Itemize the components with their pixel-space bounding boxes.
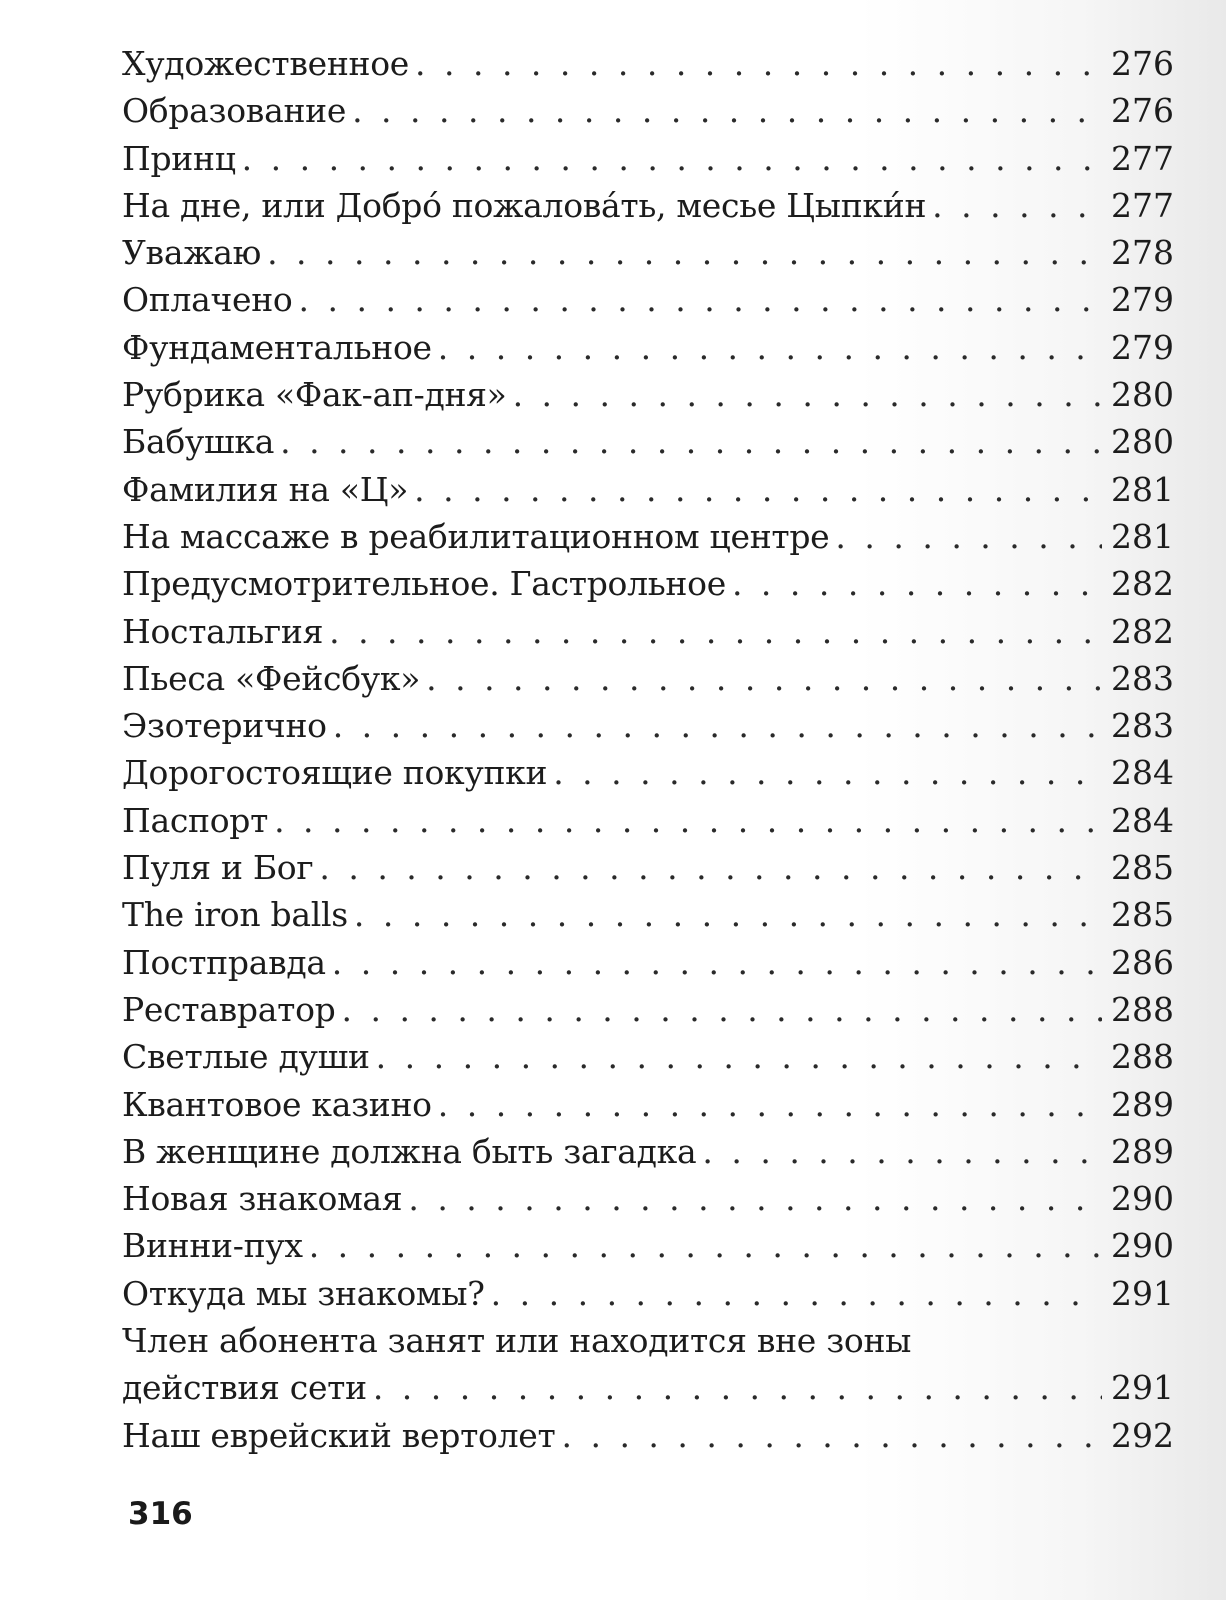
toc-entry-title: Ностальгия — [122, 611, 324, 651]
toc-entry-title: Пьеса «Фейсбук» — [122, 658, 421, 698]
toc-leader-dots — [426, 655, 1102, 702]
toc-leader-dots — [414, 466, 1102, 513]
toc-entry-title: Художественное — [122, 44, 410, 83]
toc-entry-title: Оплачено — [122, 280, 293, 320]
toc-entry-page: 288 — [1111, 1037, 1174, 1077]
toc-entry — [122, 1412, 1174, 1459]
toc-entry-title: Откуда мы знакомы? — [122, 1273, 485, 1313]
toc-leader-dots — [408, 1175, 1102, 1222]
toc-entry-page: 291 — [1111, 1368, 1174, 1408]
toc-leader-dots — [561, 1412, 1102, 1459]
toc-leader-dots — [242, 135, 1102, 182]
toc-entry — [122, 229, 1174, 276]
toc-entry-title: На массаже в реабилитационном центре — [122, 516, 830, 556]
toc-leader-dots — [354, 891, 1102, 938]
toc-entry-page: 278 — [1111, 233, 1174, 273]
toc-entry — [122, 939, 1174, 986]
toc-entry-page: 292 — [1111, 1415, 1174, 1455]
toc-leader-dots — [835, 513, 1102, 560]
table-of-contents — [122, 40, 1174, 1459]
toc-entry-title: Образование — [122, 91, 347, 131]
toc-entry-title: Новая знакомая — [122, 1179, 403, 1219]
toc-leader-dots — [274, 797, 1102, 844]
toc-entry — [122, 466, 1174, 513]
toc-leader-dots — [332, 939, 1102, 986]
toc-entry-title: Наш еврейский вертолет — [122, 1415, 556, 1455]
toc-entry-title: Реставратор — [122, 989, 336, 1029]
toc-entry — [122, 87, 1174, 134]
toc-entry — [122, 276, 1174, 323]
toc-entry-title: Дорогостоящие покупки — [122, 753, 548, 793]
toc-entry-title: Фамилия на «Ц» — [122, 469, 409, 509]
toc-leader-dots — [732, 560, 1102, 607]
toc-entry — [122, 1270, 1174, 1317]
toc-leader-dots — [438, 324, 1102, 371]
toc-entry — [122, 40, 1174, 87]
toc-entry — [122, 891, 1174, 938]
toc-leader-dots — [702, 1128, 1102, 1175]
toc-entry — [122, 749, 1174, 796]
toc-entry — [122, 608, 1174, 655]
toc-leader-dots — [513, 371, 1102, 418]
toc-entry — [122, 418, 1174, 465]
toc-entry — [122, 324, 1174, 371]
toc-entry-page: 283 — [1111, 658, 1174, 698]
toc-entry — [122, 655, 1174, 702]
toc-entry-page: 285 — [1111, 895, 1174, 935]
toc-entry — [122, 986, 1174, 1033]
toc-entry-line-1 — [122, 1317, 1174, 1364]
toc-entry-page: 281 — [1111, 516, 1174, 556]
toc-entry — [122, 182, 1174, 229]
toc-entry-page: 289 — [1111, 1084, 1174, 1124]
toc-entry-title: Эзотерично — [122, 706, 327, 746]
toc-entry-title: На дне, или Добро́ пожалова́ть, месье Цыпки́н — [122, 185, 927, 225]
toc-entry-page: 290 — [1111, 1226, 1174, 1266]
toc-entry-page: 284 — [1111, 800, 1174, 840]
toc-leader-dots — [415, 40, 1102, 87]
toc-entry-title-continued: действия сети — [122, 1368, 367, 1408]
toc-entry — [122, 797, 1174, 844]
toc-entry-page: 281 — [1111, 469, 1174, 509]
toc-entry-page: 291 — [1111, 1273, 1174, 1313]
toc-entry — [122, 135, 1174, 182]
toc-entry — [122, 1081, 1174, 1128]
toc-entry-page: 289 — [1111, 1131, 1174, 1171]
toc-entry-title: The iron balls — [122, 895, 348, 935]
toc-entry-title: Принц — [122, 138, 236, 178]
toc-entry-title: Член абонента занят или находится вне зоны — [122, 1321, 912, 1361]
toc-entry-page: 282 — [1111, 564, 1174, 604]
toc-leader-dots — [267, 229, 1102, 276]
toc-entry-page: 280 — [1111, 375, 1174, 415]
toc-entry-line-2 — [122, 1364, 1174, 1411]
toc-entry-title: Пуля и Бог — [122, 848, 314, 888]
toc-leader-dots — [329, 608, 1102, 655]
toc-leader-dots — [333, 702, 1102, 749]
toc-entry — [122, 702, 1174, 749]
toc-leader-dots — [376, 1033, 1102, 1080]
toc-leader-dots — [373, 1364, 1102, 1411]
toc-entry-title: Винни-пух — [122, 1226, 303, 1266]
toc-entry-title: Светлые души — [122, 1037, 370, 1077]
toc-entry-title: Фундаментальное — [122, 327, 432, 367]
toc-entry-page: 276 — [1111, 44, 1174, 83]
toc-entry — [122, 1175, 1174, 1222]
toc-leader-dots — [309, 1222, 1102, 1269]
toc-entry-page: 277 — [1111, 138, 1174, 178]
toc-entry-page: 288 — [1111, 989, 1174, 1029]
toc-entry-title: Квантовое казино — [122, 1084, 432, 1124]
page-number: 316 — [128, 1496, 193, 1532]
toc-leader-dots — [491, 1270, 1102, 1317]
toc-entry-page: 286 — [1111, 942, 1174, 982]
toc-entry-page: 276 — [1111, 91, 1174, 131]
toc-entry-title: Паспорт — [122, 800, 269, 840]
toc-leader-dots — [438, 1081, 1102, 1128]
toc-entry-multiline — [122, 1317, 1174, 1412]
toc-leader-dots — [299, 276, 1103, 323]
toc-leader-dots — [319, 844, 1102, 891]
toc-entry — [122, 371, 1174, 418]
toc-entry-page: 277 — [1111, 185, 1174, 225]
toc-leader-dots — [352, 87, 1102, 134]
toc-entry — [122, 1222, 1174, 1269]
toc-entry-title: Бабушка — [122, 422, 275, 462]
toc-entry-page: 279 — [1111, 280, 1174, 320]
toc-leader-dots — [280, 418, 1102, 465]
toc-leader-dots — [341, 986, 1102, 1033]
toc-entry-title: Рубрика «Фак-ап-дня» — [122, 375, 507, 415]
toc-entry — [122, 844, 1174, 891]
toc-entry-page: 280 — [1111, 422, 1174, 462]
toc-entry — [122, 1128, 1174, 1175]
toc-entry-page: 283 — [1111, 706, 1174, 746]
toc-entry-title: Предусмотрительное. Гастрольное — [122, 564, 726, 604]
toc-entry-page: 282 — [1111, 611, 1174, 651]
toc-leader-dots — [932, 182, 1102, 229]
toc-entry-page: 290 — [1111, 1179, 1174, 1219]
toc-entry — [122, 1033, 1174, 1080]
toc-leader-dots — [553, 749, 1102, 796]
toc-entry-page: 285 — [1111, 848, 1174, 888]
toc-entry — [122, 560, 1174, 607]
toc-entry — [122, 513, 1174, 560]
toc-entry-page: 279 — [1111, 327, 1174, 367]
toc-entry-title: Постправда — [122, 942, 326, 982]
toc-entry-page: 284 — [1111, 753, 1174, 793]
toc-entry-title: Уважаю — [122, 233, 262, 273]
toc-entry-title: В женщине должна быть загадка — [122, 1131, 697, 1171]
